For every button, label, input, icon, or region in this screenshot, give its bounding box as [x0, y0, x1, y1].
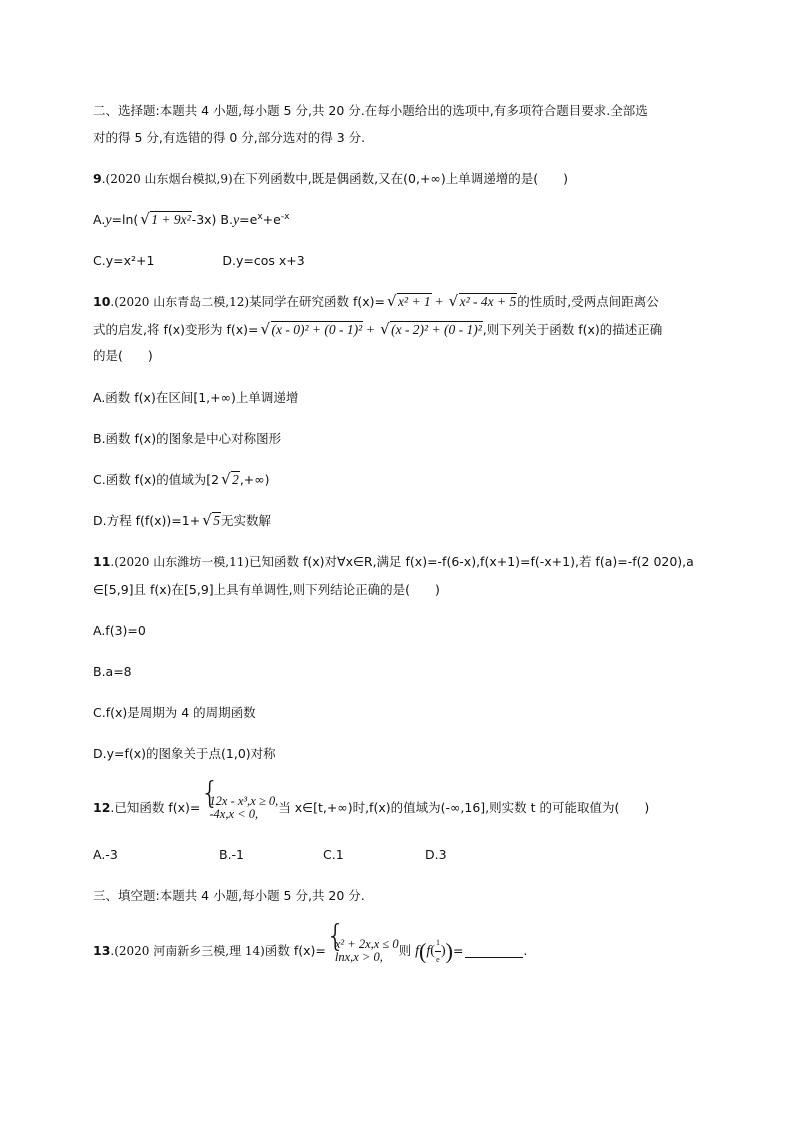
option-text: ,+∞)	[239, 472, 270, 487]
question-text: .已知函数 f(x)=	[110, 800, 201, 815]
sqrt-expression	[202, 513, 221, 529]
q11-option-c: C.f(x)是周期为 4 的周期函数	[93, 705, 256, 720]
paren-close: )	[440, 943, 446, 959]
paren-open: (	[430, 943, 435, 959]
section2-header-line1: 二、选择题:本题共 4 小题,每小题 5 分,共 20 分.在每小题给出的选项中,有多项符合题目要求.全部选	[93, 103, 648, 118]
radicand: x² + 1	[398, 294, 431, 309]
radicand: (x - 2)² + (0 - 1)²	[391, 322, 482, 337]
piece-case-1: 12x - x³,x ≥ 0,	[209, 794, 279, 808]
fraction-denominator: e	[436, 955, 440, 964]
question-source: .(2020 山东潍坊一模,11)	[110, 555, 250, 569]
question-source: .(2020 山东青岛二模,12)	[110, 295, 250, 309]
option-b-plus: +e	[262, 212, 281, 227]
question-number: 12	[93, 800, 111, 815]
function-symbol: f	[426, 943, 431, 959]
option-d: D.3	[425, 847, 447, 862]
q13-stem	[93, 919, 528, 968]
option-a-var: y	[105, 213, 112, 228]
q9-options-cd	[93, 253, 305, 269]
option-c: C.y=x²+1	[93, 253, 155, 268]
option-text: 无实数解	[220, 513, 271, 528]
q12-options	[93, 847, 447, 863]
radicand: 1 + 9x²	[151, 212, 191, 227]
section2-header-line2: 对的得 5 分,有选错的得 0 分,部分选对的得 3 分.	[93, 130, 366, 145]
plus-sign: +	[431, 295, 447, 310]
option-d: D.y=cos x+3	[222, 253, 305, 268]
answer-blank[interactable]	[465, 945, 523, 958]
option-a-label: A.	[93, 212, 106, 227]
sqrt-expression	[140, 212, 191, 228]
q11-option-a: A.f(3)=0	[93, 623, 146, 638]
sqrt-expression	[449, 294, 518, 310]
option-a: A.-3	[93, 847, 118, 862]
piece-case-2: lnx,x > 0,	[334, 950, 383, 964]
question-text: 则	[398, 943, 412, 958]
exponent: -x	[280, 211, 290, 222]
piece-case-1: x² + 2x,x ≤ 0	[334, 937, 399, 951]
option-text: C.函数 f(x)的值域为[2	[93, 472, 220, 487]
question-number: 13	[93, 943, 111, 958]
option-a-tail: -3x) B.	[191, 212, 233, 227]
q10-option-d	[93, 513, 271, 529]
piece-case-2: -4x,x < 0,	[209, 807, 259, 821]
piecewise-cases	[209, 795, 278, 821]
plus-sign: +	[363, 323, 379, 338]
q11-stem-line2: ∈[5,9]且 f(x)在[5,9]上具有单调性,则下列结论正确的是( )	[93, 582, 440, 597]
sqrt-expression	[221, 472, 240, 488]
radicand: x² - 4x + 5	[459, 294, 517, 309]
option-b: B.-1	[219, 847, 245, 862]
exponent: x	[257, 211, 263, 222]
left-brace: {	[325, 919, 345, 954]
option-b-eq: =e	[239, 212, 258, 227]
question-text: 某同学在研究函数 f(x)=	[249, 294, 386, 309]
sqrt-expression	[380, 322, 483, 338]
question-text: 已知函数 f(x)对∀x∈R,满足 f(x)=-f(6-x),f(x+1)=f(-x+1),若 f(a)=-f(2 020),a	[249, 554, 694, 569]
left-brace: {	[200, 776, 220, 811]
equals-sign: =	[452, 943, 464, 958]
period: .	[523, 943, 528, 958]
question-text: 当 x∈[t,+∞)时,f(x)的值域为(-∞,16],则实数 t 的可能取值为( )	[278, 800, 650, 815]
question-text: ,则下列关于函数 f(x)的描述正确	[482, 322, 663, 337]
sqrt-expression	[387, 294, 432, 310]
q10-stem-line3: 的是( )	[93, 348, 153, 363]
question-number: 9	[93, 171, 102, 186]
q10-stem-line2	[93, 322, 662, 339]
question-source: .(2020 山东烟台模拟,9)	[101, 172, 233, 186]
sqrt-expression	[261, 322, 364, 338]
radicand: 2	[232, 472, 239, 487]
question-number: 11	[93, 554, 111, 569]
fraction-numerator: 1	[435, 935, 441, 952]
radicand: 5	[213, 513, 220, 528]
question-number: 10	[93, 294, 111, 309]
question-text: 函数 f(x)=	[264, 943, 326, 958]
section3-header: 三、填空题:本题共 4 小题,每小题 5 分,共 20 分.	[93, 888, 365, 903]
paren-close: )	[445, 938, 453, 964]
q12-stem	[93, 776, 650, 822]
q9-options-ab	[93, 212, 289, 229]
option-text: D.方程 f(f(x))=1+	[93, 513, 201, 528]
q10-stem-line1	[93, 294, 659, 311]
piecewise-function	[325, 919, 399, 965]
question-source: .(2020 河南新乡三模,理 14)	[110, 944, 265, 958]
q11-option-d: D.y=f(x)的图象关于点(1,0)对称	[93, 746, 276, 761]
q9-stem-line	[93, 171, 568, 187]
function-symbol: f	[415, 943, 420, 959]
paren-open: (	[419, 938, 427, 964]
nested-function-expression	[415, 935, 453, 968]
radicand: (x - 0)² + (0 - 1)²	[271, 322, 363, 337]
q11-option-b: B.a=8	[93, 664, 132, 679]
q10-option-b: B.函数 f(x)的图象是中心对称图形	[93, 431, 282, 446]
q10-option-a: A.函数 f(x)在区间[1,+∞)上单调递增	[93, 390, 299, 405]
question-text: 的性质时,受两点间距离公	[517, 294, 659, 309]
option-a-eq: =ln(	[111, 212, 139, 227]
option-b-var: y	[232, 213, 240, 228]
q10-option-c	[93, 472, 270, 488]
piecewise-function	[200, 776, 279, 822]
q11-stem-line1	[93, 554, 694, 570]
question-text: 式的启发,将 f(x)变形为 f(x)=	[93, 322, 259, 337]
option-c: C.1	[323, 847, 344, 862]
question-text: 在下列函数中,既是偶函数,又在(0,+∞)上单调递增的是( )	[232, 171, 568, 186]
